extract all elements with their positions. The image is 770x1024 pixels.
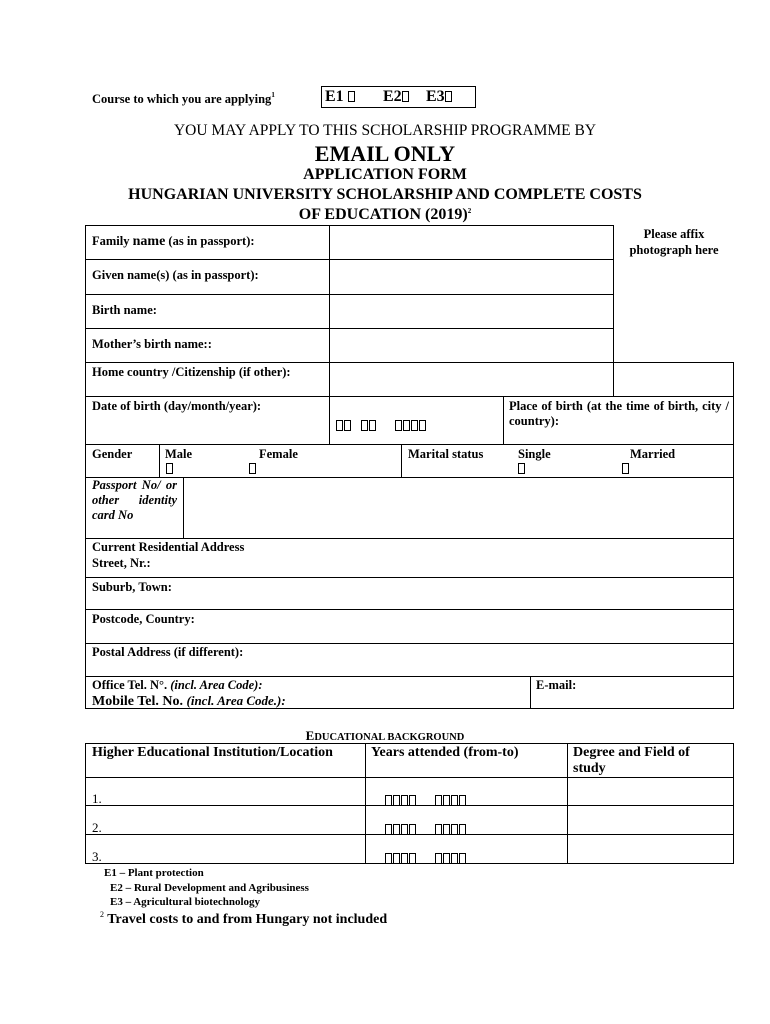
home-country-label: Home country /Citizenship (if other): (92, 365, 291, 379)
passport-label: Passport No/ or other identity card No (92, 478, 177, 522)
gender-female-checkbox[interactable] (249, 463, 256, 474)
birth-name-input[interactable] (330, 295, 613, 328)
dob-day-box-2[interactable] (344, 420, 351, 431)
gender-label: Gender (92, 447, 133, 461)
postcode-label: Postcode, Country: (92, 612, 195, 626)
email-label: E-mail: (536, 678, 577, 692)
birth-name-label: Birth name: (92, 303, 157, 317)
mother-birth-name-input[interactable] (330, 329, 613, 362)
mobile-tel-label: Mobile Tel. No. (incl. Area Code.): (92, 693, 286, 709)
education-row-1: 1. (92, 791, 102, 806)
dob-month-box-2[interactable] (369, 420, 376, 431)
education-heading: EDUCATIONAL BACKGROUND (305, 728, 465, 743)
gender-male-label: Male (165, 447, 193, 461)
course-e1-checkbox[interactable] (348, 91, 355, 102)
passport-input[interactable] (184, 478, 733, 538)
course-option-e2-label: E2 (383, 88, 402, 105)
marital-status-label: Marital status (408, 447, 484, 461)
course-e3-checkbox[interactable] (445, 91, 452, 102)
dob-year-box-1[interactable] (395, 420, 402, 431)
footnote-e3: E3 – Agricultural biotechnology (110, 896, 261, 908)
suburb-label: Suburb, Town: (92, 580, 172, 594)
office-tel-label: Office Tel. N°. (incl. Area Code): (92, 678, 263, 692)
education-col-institution: Higher Educational Institution/Location (92, 745, 333, 760)
course-option-e2[interactable] (383, 88, 409, 106)
course-option-e1-label: E1 (325, 88, 344, 105)
date-of-birth-boxes[interactable] (336, 417, 427, 435)
gender-male-checkbox[interactable] (166, 463, 173, 474)
education-row-3: 3. (92, 849, 102, 864)
education-col-degree: Degree and Field of study (573, 745, 690, 776)
title-footnote-mark: 2 (467, 207, 472, 215)
dob-year-box-3[interactable] (411, 420, 418, 431)
notice-email-only: EMAIL ONLY (314, 141, 456, 166)
marital-married-label: Married (630, 447, 676, 461)
mother-birth-name-label: Mother’s birth name:: (92, 337, 212, 351)
course-e2-checkbox[interactable] (402, 91, 409, 102)
course-footnote-mark: 1 (271, 91, 275, 99)
notice-line1: YOU MAY APPLY TO THIS SCHOLARSHIP PROGRAMME BY (173, 122, 597, 139)
place-of-birth-label: Place of birth (at the time of birth, city / country): (509, 399, 729, 428)
form-subtitle-line1: HUNGARIAN UNIVERSITY SCHOLARSHIP AND COMPLETE COSTS (128, 186, 642, 203)
date-of-birth-label: Date of birth (day/month/year): (92, 399, 262, 413)
course-label-line (92, 91, 275, 107)
form-title: APPLICATION FORM (303, 166, 467, 183)
given-names-input[interactable] (330, 260, 613, 294)
form-subtitle-line2-text: OF EDUCATION (2019) (298, 206, 468, 223)
course-option-e3[interactable] (426, 88, 452, 106)
dob-year-box-4[interactable] (419, 420, 426, 431)
postal-address-label: Postal Address (if different): (92, 645, 244, 659)
footnote-travel: $^2$ Travel costs to and from Hungary not included (100, 910, 388, 927)
dob-year-box-2[interactable] (403, 420, 410, 431)
education-row-3-years[interactable] (385, 850, 467, 868)
education-row-2-years[interactable] (385, 821, 467, 839)
marital-single-label: Single (518, 447, 551, 461)
education-col-years: Years attended (from-to) (371, 745, 519, 760)
dob-day-box-1[interactable] (336, 420, 343, 431)
course-option-e1[interactable] (325, 88, 355, 106)
marital-single-checkbox[interactable] (518, 463, 525, 474)
address-title: Current Residential Address (92, 540, 245, 554)
course-option-e3-label: E3 (426, 88, 445, 105)
footnote-e2: E2 – Rural Development and Agribusiness (110, 882, 309, 894)
footnote-e1: E1 – Plant protection (104, 867, 204, 879)
street-label: Street, Nr.: (92, 556, 151, 570)
education-row-1-years[interactable] (385, 792, 467, 810)
family-name-label: Family name (as in passport): (92, 234, 255, 249)
gender-female-label: Female (259, 447, 298, 461)
photo-placeholder[interactable]: Please affix photograph here (629, 227, 719, 257)
form-subtitle-line2 (0, 206, 770, 224)
marital-married-checkbox[interactable] (622, 463, 629, 474)
dob-month-box-1[interactable] (361, 420, 368, 431)
education-row-2: 2. (92, 820, 102, 835)
family-name-input[interactable] (330, 226, 613, 259)
given-names-label: Given name(s) (as in passport): (92, 268, 259, 282)
home-country-input[interactable] (330, 363, 613, 396)
course-label: Course to which you are applying (92, 92, 272, 106)
